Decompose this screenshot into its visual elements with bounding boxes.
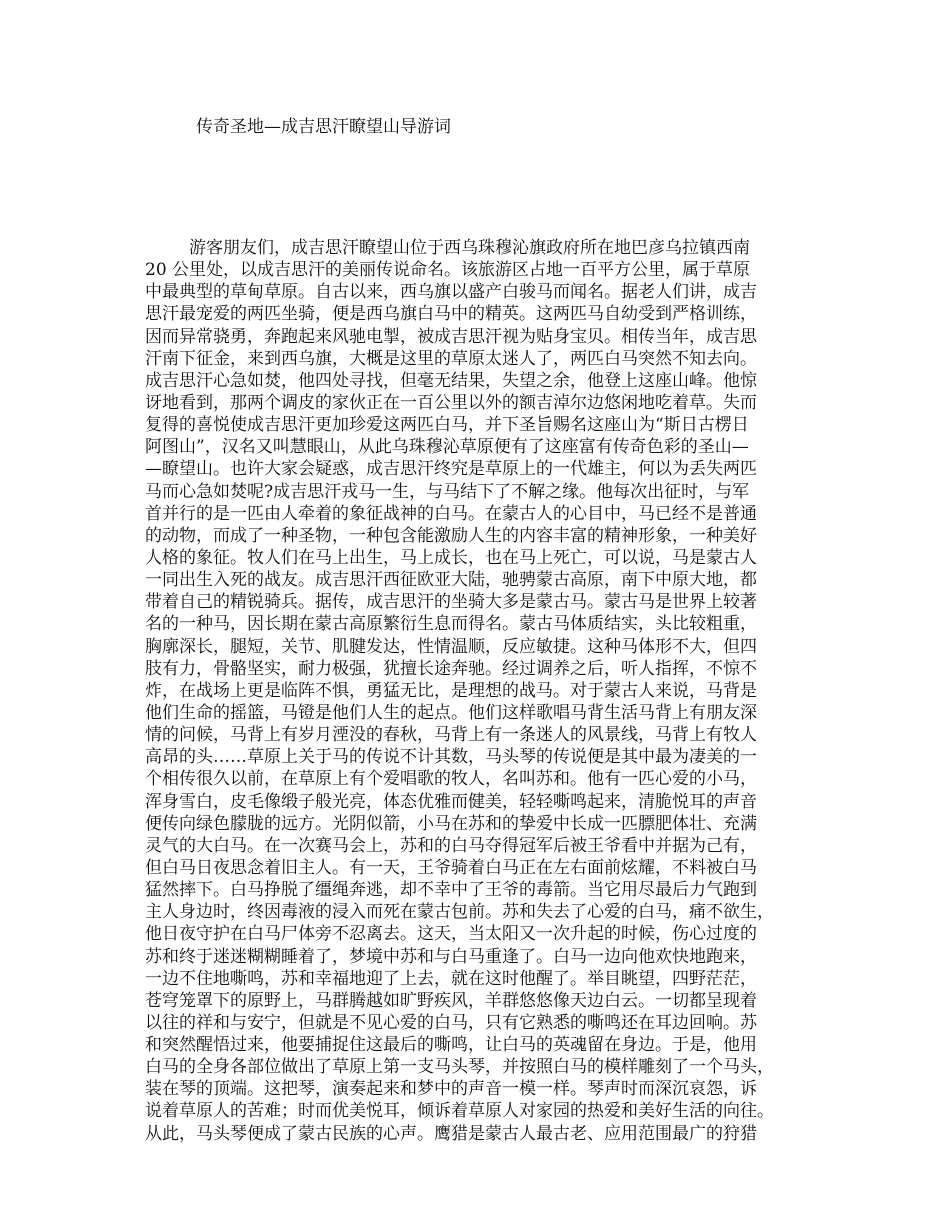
body-line: 肢有力，骨骼坚实，耐力极强，犹擅长途奔驰。经过调养之后，听人指挥，不惊不 [145,658,757,679]
body-line: 人格的象征。牧人们在马上出生，马上成长，也在马上死亡，可以说，马是蒙古人 [145,547,757,568]
body-line: 成吉思汗心急如焚，他四处寻找，但毫无结果，失望之余，他登上这座山峰。他惊 [145,370,757,391]
body-line: 和突然醒悟过来，他要捕捉住这最后的嘶鸣，让白马的英魂留在身边。于是，他用 [145,1035,757,1056]
body-line: 他们生命的摇篮，马镫是他们人生的起点。他们这样歌唱马背生活马背上有朋友深 [145,702,757,723]
body-line: 说着草原人的苦难；时而优美悦耳，倾诉着草原人对家园的热爱和美好生活的向往。 [145,1101,774,1122]
body-line: 主人身边时，终因毒液的浸入而死在蒙古包前。苏和失去了心爱的白马，痛不欲生， [145,902,774,923]
body-line: 汗南下征金，来到西乌旗，大概是这里的草原太迷人了，两匹白马突然不知去向。 [145,348,757,369]
body-line: —瞭望山。也许大家会疑惑，成吉思汗终究是草原上的一代雄主，何以为丢失两匹 [145,459,757,480]
body-line: 讶地看到，那两个调皮的家伙正在一百公里以外的额吉淖尔边悠闲地吃着草。失而 [145,392,757,413]
body-line: 的动物，而成了一种圣物，一种包含能激励人生的内容丰富的精神形象，一种美好 [145,525,757,546]
body-line: 名的一种马，因长期在蒙古高原繁衍生息而得名。蒙古马体质结实，头比较粗重， [145,614,757,635]
body-line: 复得的喜悦使成吉思汗更加珍爱这两匹白马，并下圣旨赐名这座山为“斯日古楞日 [145,415,749,436]
body-line: 浑身雪白，皮毛像缎子般光亮，体态优雅而健美，轻轻嘶鸣起来，清脆悦耳的声音 [145,791,757,812]
body-line: 但白马日夜思念着旧主人。有一天，王爷骑着白马正在左右面前炫耀，不料被白马 [145,857,757,878]
body-line: 带着自己的精锐骑兵。据传，成吉思汗的坐骑大多是蒙古马。蒙古马是世界上较著 [145,592,757,613]
body-line: 苍穹笼罩下的原野上，马群腾越如旷野疾风，羊群悠悠像天边白云。一切都呈现着 [145,990,757,1011]
body-line: 便传向绿色朦胧的远方。光阴似箭，小马在苏和的挚爱中长成一匹膘肥体壮、充满 [145,813,757,834]
body-line: 炸，在战场上更是临阵不惧，勇猛无比，是理想的战马。对于蒙古人来说，马背是 [145,680,757,701]
body-line: 苏和终于迷迷糊糊睡着了，梦境中苏和与白马重逢了。白马一边向他欢快地跑来， [145,946,757,967]
body-line: 情的问候，马背上有岁月湮没的春秋，马背上有一条迷人的风景线，马背上有牧人 [145,725,757,746]
body-line: 一边不住地嘶鸣，苏和幸福地迎了上去，就在这时他醒了。举目眺望，四野茫茫， [145,968,757,989]
body-line: 游客朋友们，成吉思汗瞭望山位于西乌珠穆沁旗政府所在地巴彦乌拉镇西南 [189,238,750,258]
body-line: 猛然摔下。白马挣脱了缰绳奔逃，却不幸中了王爷的毒箭。当它用尽最后力气跑到 [145,880,757,901]
body-line: 中最典型的草甸草原。自古以来，西乌旗以盛产白骏马而闻名。据老人们讲，成吉 [145,282,757,303]
body-line: 阿图山”，汉名又叫慧眼山，从此乌珠穆沁草原便有了这座富有传奇色彩的圣山— [145,437,749,458]
body-line: 首并行的是一匹由人牵着的象征战神的白马。在蒙古人的心目中，马已经不是普通 [145,503,757,524]
body-line: 从此，马头琴便成了蒙古民族的心声。鹰猎是蒙古人最古老、应用范围最广的狩猎 [145,1123,757,1144]
document-title: 传奇圣地—成吉思汗瞭望山导游词 [196,117,451,137]
body-line: 一同出生入死的战友。成吉思汗西征欧亚大陆，驰骋蒙古高原，南下中原大地，都 [145,570,757,591]
body-line: 灵气的大白马。在一次赛马会上，苏和的白马夺得冠军后被王爷看中并据为己有， [145,835,757,856]
body-line: 他日夜守护在白马尸体旁不忍离去。这天，当太阳又一次升起的时候，伤心过度的 [145,924,757,945]
body-line: 装在琴的顶端。这把琴，演奏起来和梦中的声音一模一样。琴声时而深沉哀怨，诉 [145,1079,757,1100]
body-line: 高昂的头……草原上关于马的传说不计其数，马头琴的传说便是其中最为凄美的一 [145,747,757,768]
body-line: 白马的全身各部位做出了草原上第一支马头琴，并按照白马的模样雕刻了一个马头， [145,1057,774,1078]
body-line: 因而异常骁勇，奔跑起来风驰电掣，被成吉思汗视为贴身宝贝。相传当年，成吉思 [145,326,757,347]
body-line: 马而心急如焚呢?成吉思汗戎马一生，与马结下了不解之缘。他每次出征时，与军 [145,481,750,502]
body-line: 个相传很久以前，在草原上有个爱唱歌的牧人，名叫苏和。他有一匹心爱的小马， [145,769,757,790]
document-body [145,237,825,1145]
body-line: 胸廓深长，腿短，关节、肌腱发达，性情温顺，反应敏捷。这种马体形不大，但四 [145,636,757,657]
body-line: 20 公里处，以成吉思汗的美丽传说命名。该旅游区占地一百平方公里，属于草原 [145,260,751,281]
body-line: 思汗最宠爱的两匹坐骑，便是西乌旗白马中的精英。这两匹马自幼受到严格训练， [145,304,757,325]
body-line: 以往的祥和与安宁，但就是不见心爱的白马，只有它熟悉的嘶鸣还在耳边回响。苏 [145,1012,757,1033]
